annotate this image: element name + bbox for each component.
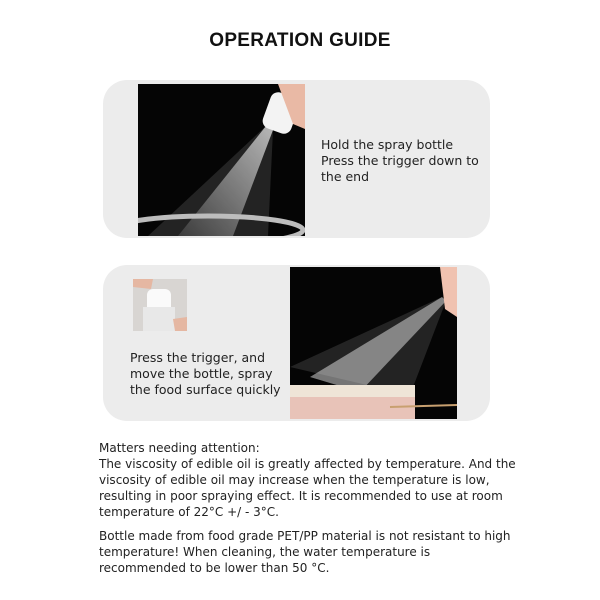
notes-paragraph-2: Bottle made from food grade PET/PP material is not resistant to high temperature! When cleaning, the water temperature is recommended to be lower than 50 °C.	[99, 529, 511, 575]
step-card-1	[103, 80, 490, 238]
step-card-2	[103, 265, 490, 421]
spray-strainer-photo	[138, 84, 305, 236]
notes-paragraph-1: The viscosity of edible oil is greatly affected by temperature. And the viscosity of edible oil may increase when the temperature is low, resulting in poor spraying effect. It is recommended to use at room temperature of 22°C +/ - 3°C.	[99, 457, 516, 519]
step-1-line-1: Hold the spray bottle	[321, 137, 454, 152]
bottle-thumbnail	[133, 279, 187, 331]
page-title: OPERATION GUIDE	[209, 30, 391, 51]
spray-skewers-photo	[290, 267, 457, 419]
step-2-text: Press the trigger, and move the bottle, spray the food surface quickly	[130, 350, 281, 397]
step-1-line-2: Press the trigger down to the end	[321, 153, 479, 184]
notes-heading: Matters needing attention:	[99, 441, 260, 455]
step-1-text	[321, 137, 481, 185]
attention-notes	[99, 440, 519, 584]
